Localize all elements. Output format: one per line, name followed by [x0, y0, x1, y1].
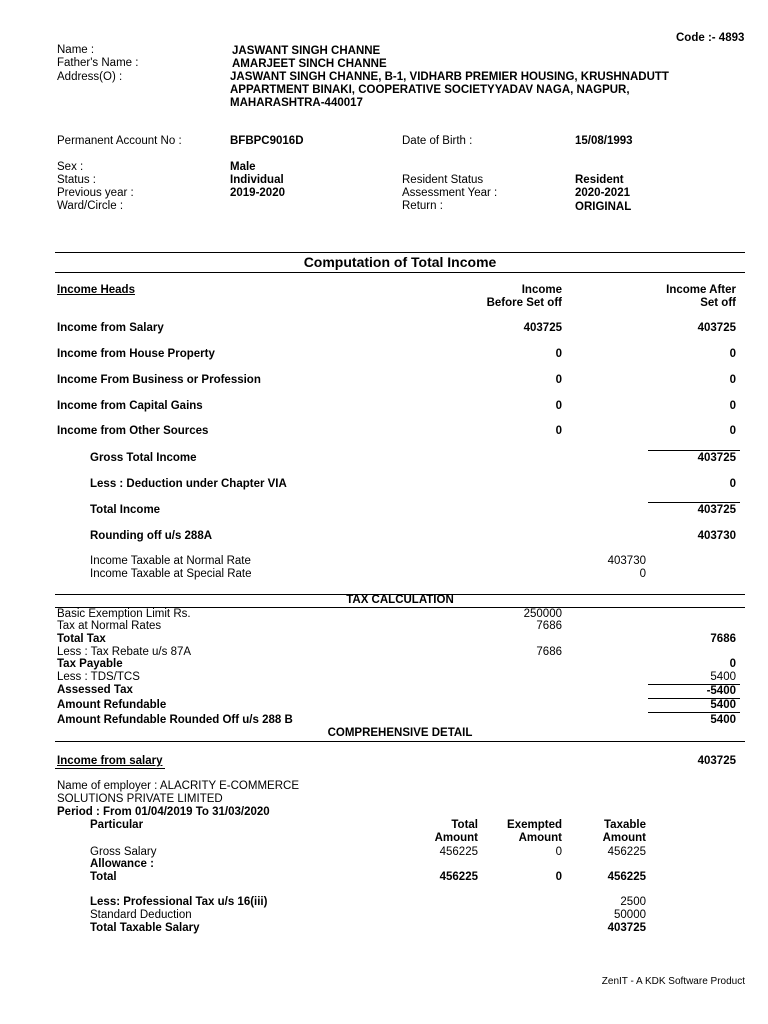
salary-total-label: Total	[90, 871, 117, 883]
gross-total-value: 403725	[697, 452, 736, 464]
refundable-label: Amount Refundable	[57, 699, 167, 711]
after-setoff-header-1: Income After	[666, 284, 736, 296]
salary-heading-value: 403725	[697, 755, 736, 767]
total-amount-header-1: Total	[451, 819, 478, 831]
period: Period : From 01/04/2019 To 31/03/2020	[57, 806, 270, 818]
computation-title: Computation of Total Income	[303, 254, 497, 270]
income-row-after: 0	[729, 400, 736, 412]
total-income-value: 403725	[697, 504, 736, 516]
income-row-before: 403725	[523, 322, 562, 334]
prev-year-value: 2019-2020	[230, 187, 285, 199]
income-row-before: 0	[555, 400, 562, 412]
tax-normal-label: Tax at Normal Rates	[57, 620, 162, 632]
sex-label: Sex :	[57, 161, 84, 173]
rounding-label: Rounding off u/s 288A	[90, 530, 213, 542]
employer-line-1: Name of employer : ALACRITY E-COMMERCE	[57, 780, 299, 792]
pan-value: BFBPC9016D	[230, 135, 304, 147]
employer-line-2: SOLUTIONS PRIVATE LIMITED	[57, 793, 223, 805]
total-income-label: Total Income	[90, 504, 161, 516]
income-row-label: Income from House Property	[57, 348, 215, 360]
comprehensive-title: COMPREHENSIVE DETAIL	[327, 727, 473, 739]
gross-salary-taxable: 456225	[607, 846, 646, 858]
footer: ZenIT - A KDK Software Product	[601, 976, 745, 987]
dob-value: 15/08/1993	[575, 135, 633, 147]
code: Code :- 4893	[676, 32, 745, 44]
prof-tax-label: Less: Professional Tax u/s 16(iii)	[90, 896, 268, 908]
assessed-tax-value: -5400	[706, 685, 736, 697]
refundable-rounded-label: Amount Refundable Rounded Off u/s 288 B	[57, 714, 293, 726]
income-row-after: 0	[729, 374, 736, 386]
before-setoff-header-1: Income	[521, 284, 562, 296]
gross-salary-total: 456225	[439, 846, 478, 858]
ward-label: Ward/Circle :	[57, 200, 124, 212]
income-row-label: Income from Capital Gains	[57, 400, 203, 412]
tax-normal-value: 7686	[536, 620, 562, 632]
prev-year-label: Previous year :	[57, 187, 134, 199]
rebate-label: Less : Tax Rebate u/s 87A	[57, 646, 192, 658]
pan-label: Permanent Account No :	[57, 135, 182, 147]
allowance-label: Allowance :	[90, 858, 154, 870]
assessment-year-value: 2020-2021	[575, 187, 630, 199]
rounding-value: 403730	[697, 530, 736, 542]
tax-payable-label: Tax Payable	[57, 658, 123, 670]
total-tax-label: Total Tax	[57, 633, 106, 645]
tds-value: 5400	[710, 671, 736, 683]
gross-salary-label: Gross Salary	[90, 846, 157, 858]
assessment-year-label: Assessment Year :	[402, 187, 498, 199]
father-value: AMARJEET SINCH CHANNE	[232, 58, 387, 70]
income-row-before: 0	[555, 374, 562, 386]
basic-exemption-label: Basic Exemption Limit Rs.	[57, 608, 191, 620]
subtotal-line	[648, 502, 740, 503]
subtotal-line	[648, 450, 740, 451]
dob-label: Date of Birth :	[402, 135, 473, 147]
taxable-header-1: Taxable	[604, 819, 646, 831]
salary-total-taxable: 456225	[607, 871, 646, 883]
address-line-3: MAHARASHTRA-440017	[230, 97, 363, 109]
address-line-1: JASWANT SINGH CHANNE, B-1, VIDHARB PREMIER HOUSING, KRUSHNADUTT	[230, 71, 669, 83]
resident-status-label: Resident Status	[402, 174, 484, 186]
exempted-header-2: Amount	[518, 832, 562, 844]
address-line-2: APPARTMENT BINAKI, COOPERATIVE SOCIETYYADAV NAGA, NAGPUR,	[230, 84, 630, 96]
income-row-before: 0	[555, 425, 562, 437]
taxable-salary-value: 403725	[607, 922, 646, 934]
deduction-label: Less : Deduction under Chapter VIA	[90, 478, 287, 490]
taxable-header-2: Amount	[602, 832, 646, 844]
deduction-value: 0	[729, 478, 736, 490]
std-deduction-value: 50000	[614, 909, 646, 921]
special-rate-value: 0	[639, 568, 646, 580]
divider	[55, 768, 165, 769]
return-label: Return :	[402, 200, 443, 212]
particular-header: Particular	[90, 819, 144, 831]
prof-tax-value: 2500	[620, 896, 646, 908]
salary-total-exempted: 0	[555, 871, 562, 883]
std-deduction-label: Standard Deduction	[90, 909, 192, 921]
resident-status-value: Resident	[575, 174, 624, 186]
tax-payable-value: 0	[729, 658, 736, 670]
name-label: Name :	[57, 44, 95, 56]
income-row-label: Income from Other Sources	[57, 425, 209, 437]
father-label: Father's Name :	[57, 57, 139, 69]
total-tax-value: 7686	[710, 633, 736, 645]
refundable-rounded-value: 5400	[710, 714, 736, 726]
assessed-tax-label: Assessed Tax	[57, 684, 133, 696]
income-row-label: Income from Salary	[57, 322, 164, 334]
salary-heading: Income from salary	[57, 755, 163, 767]
refundable-value: 5400	[710, 699, 736, 711]
before-setoff-header-2: Before Set off	[486, 297, 562, 309]
address-label: Address(O) :	[57, 71, 123, 83]
income-row-label: Income From Business or Profession	[57, 374, 261, 386]
status-label: Status :	[57, 174, 96, 186]
income-row-after: 0	[729, 425, 736, 437]
normal-rate-label: Income Taxable at Normal Rate	[90, 555, 251, 567]
basic-exemption-value: 250000	[523, 608, 562, 620]
divider	[55, 252, 745, 253]
after-setoff-header-2: Set off	[700, 297, 736, 309]
name-value: JASWANT SINGH CHANNE	[232, 45, 381, 57]
divider	[55, 741, 745, 742]
return-value: ORIGINAL	[575, 201, 632, 213]
normal-rate-value: 403730	[607, 555, 646, 567]
income-row-after: 0	[729, 348, 736, 360]
sex-value: Male	[230, 161, 256, 173]
income-row-before: 0	[555, 348, 562, 360]
gross-salary-exempted: 0	[555, 846, 562, 858]
status-value: Individual	[230, 174, 284, 186]
total-amount-header-2: Amount	[434, 832, 478, 844]
income-heads-header: Income Heads	[57, 284, 135, 296]
income-row-after: 403725	[697, 322, 736, 334]
special-rate-label: Income Taxable at Special Rate	[90, 568, 252, 580]
subtotal-line	[648, 712, 740, 713]
salary-total-total: 456225	[439, 871, 478, 883]
tds-label: Less : TDS/TCS	[57, 671, 140, 683]
tax-calculation-title: TAX CALCULATION	[346, 594, 454, 606]
exempted-header-1: Exempted	[507, 819, 562, 831]
gross-total-label: Gross Total Income	[90, 452, 197, 464]
taxable-salary-label: Total Taxable Salary	[90, 922, 200, 934]
rebate-value: 7686	[536, 646, 562, 658]
divider	[55, 272, 745, 273]
